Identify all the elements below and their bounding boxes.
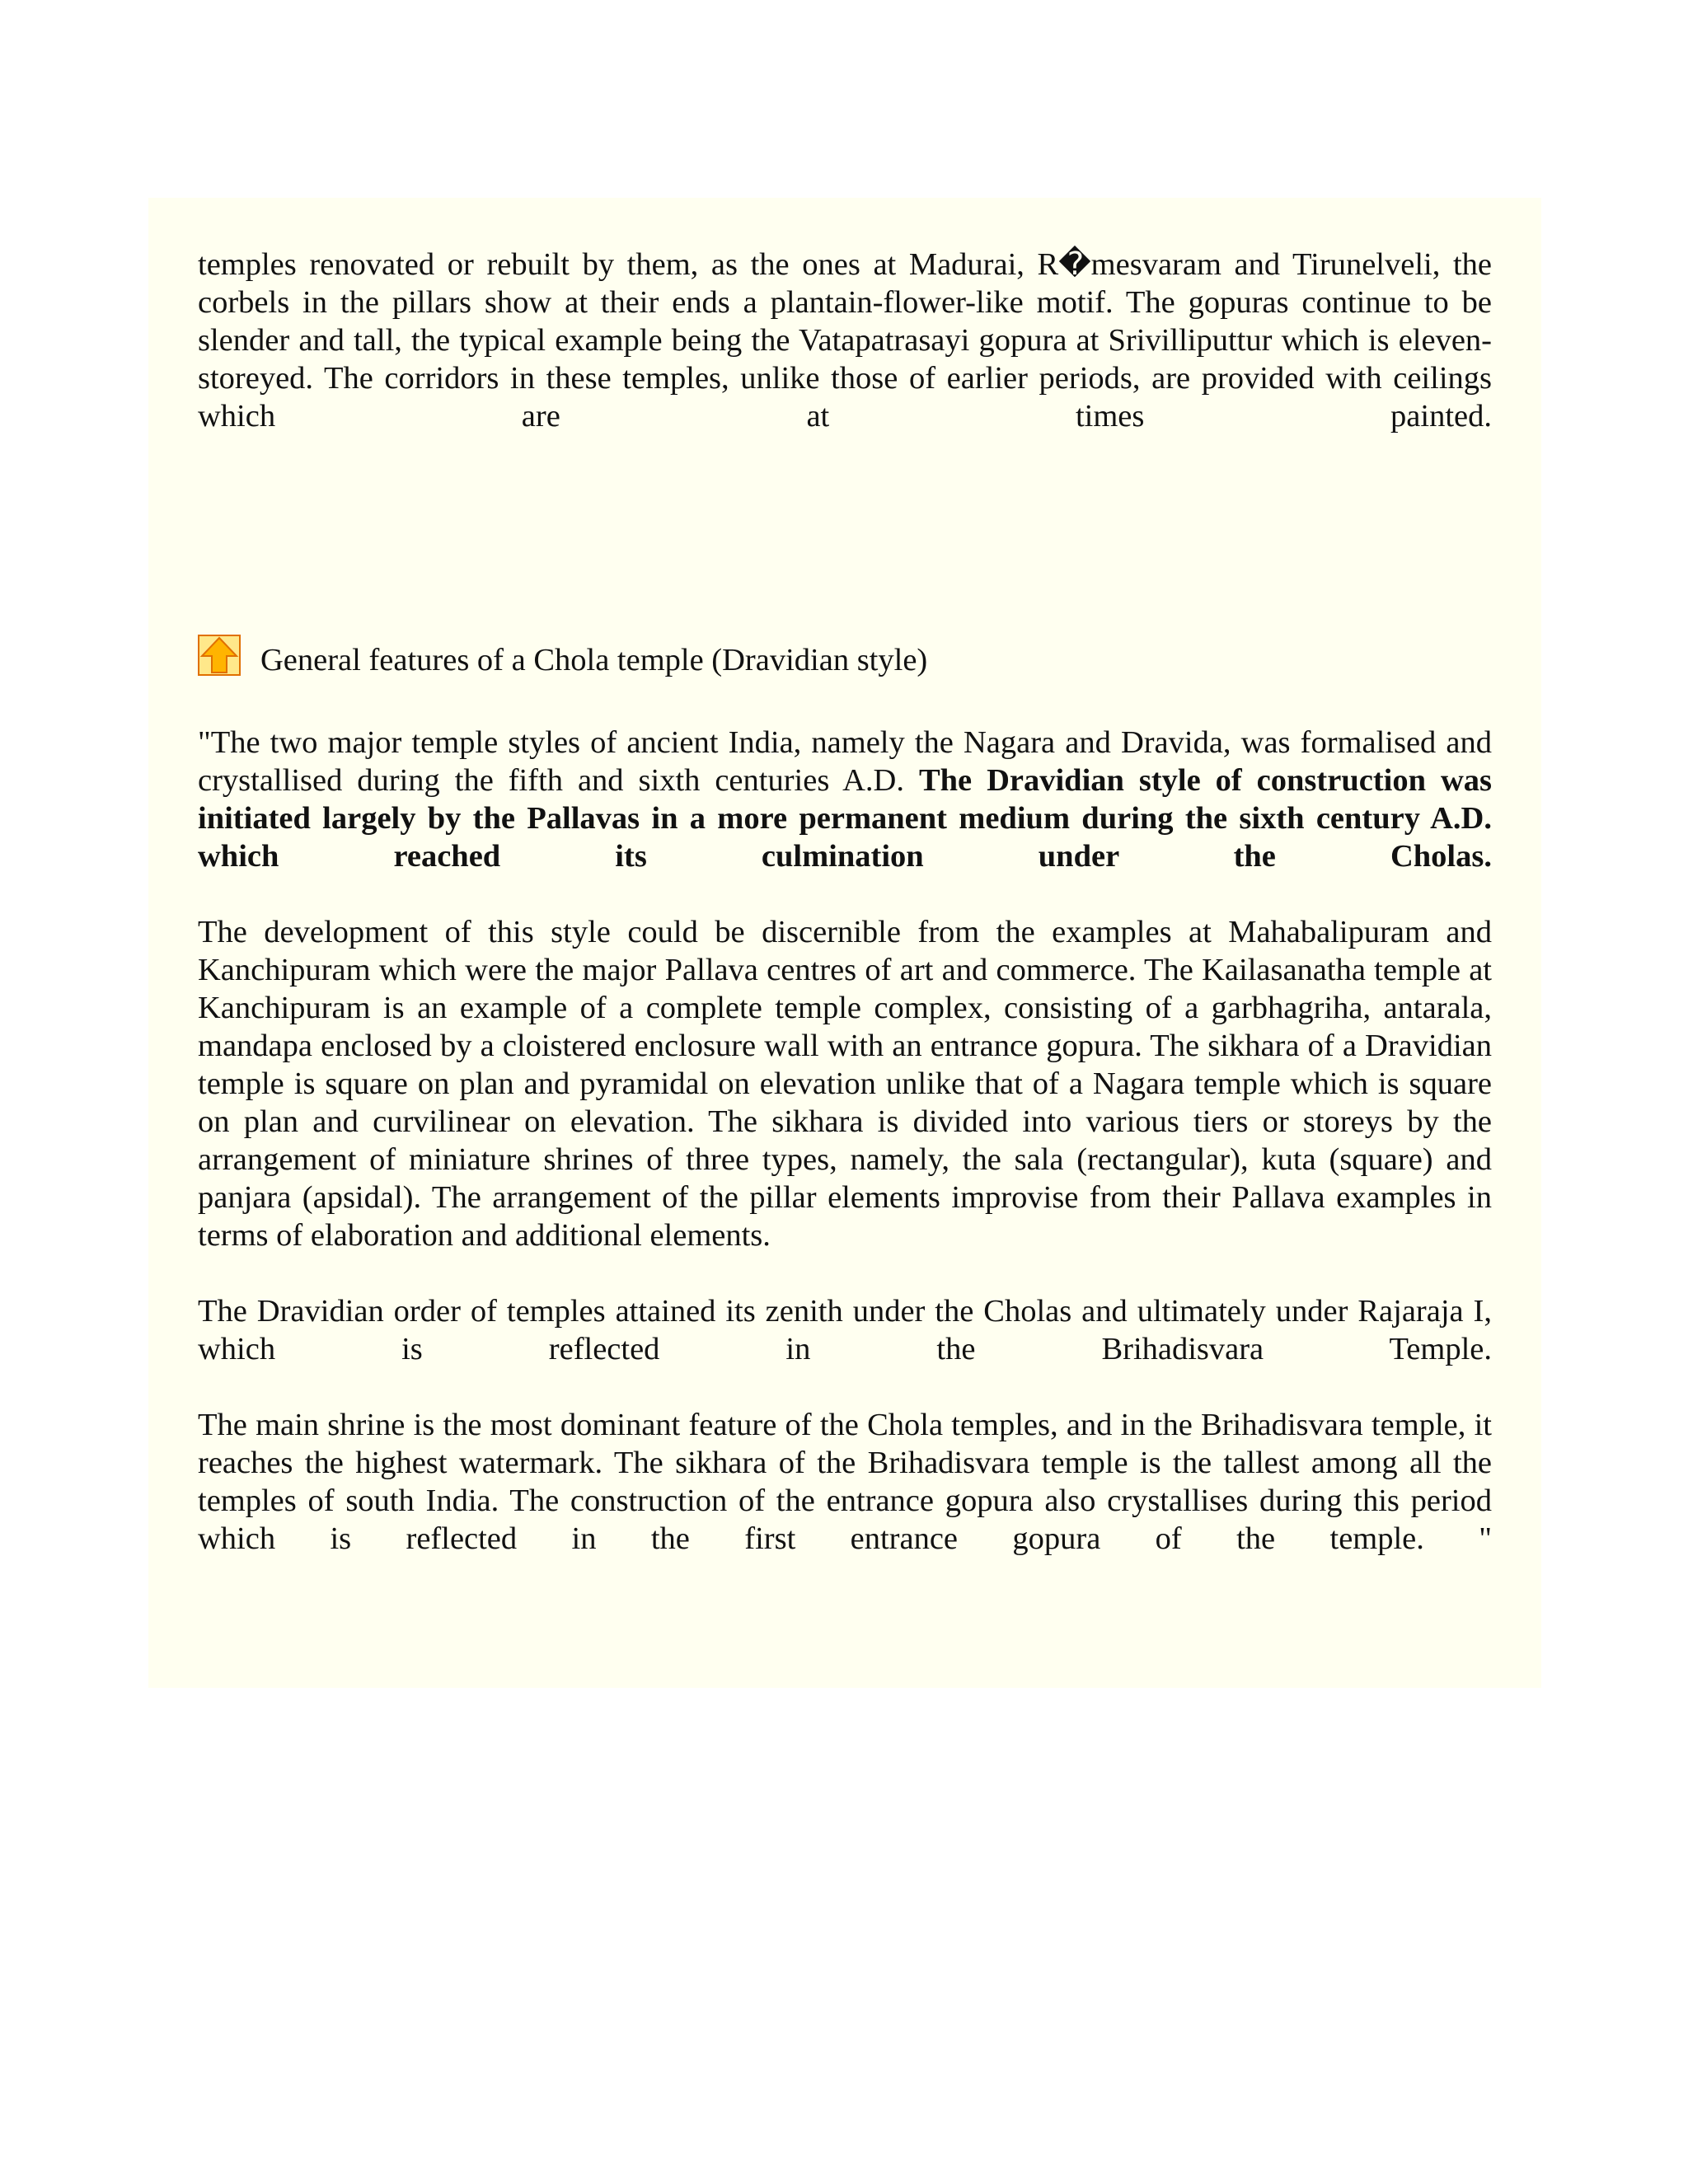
paragraph-1: [198, 724, 1492, 875]
paragraph-1-plain: "The two major temple styles of ancient India, namely the Nagara and Dravida, was formalised and crystallised during the fifth and sixth centuries A.D.: [198, 725, 1492, 798]
intro-block: [198, 246, 1492, 435]
article-body: [198, 724, 1492, 1558]
up-arrow-icon[interactable]: [198, 635, 241, 676]
intro-paragraph: temples renovated or rebuilt by them, as the ones at Madurai, R�mesvaram and Tirunelveli, the corbels in the pillars show at their ends a plantain-flower-like motif. The gopuras continue to be slender and tall, the typical example being the Vatapatrasayi gopura at Srivilliputtur which is eleven-storeyed. The corridors in these temples, unlike those of earlier periods, are provided with ceilings which are at times painted.: [198, 247, 1492, 434]
paragraph-2: The development of this style could be discernible from the examples at Mahabalipuram and Kanchipuram which were the major Pallava centres of art and commerce. The Kailasanatha temple at Kanchipuram is an example of a complete temple complex, consisting of a garbhagriha, antarala, mandapa enclosed by a cloistered enclosure wall with an entrance gopura. The sikhara of a Dravidian temple is square on plan and pyramidal on elevation unlike that of a Nagara temple which is square on plan and curvilinear on elevation. The sikhara is divided into various tiers or storeys by the arrangement of miniature shrines of three types, namely, the sala (rectangular), kuta (square) and panjara (apsidal). The arrangement of the pillar elements improvise from their Pallava examples in terms of elaboration and additional elements.: [198, 915, 1492, 1253]
paragraph-1-bold: The Dravidian style of construction was initiated largely by the Pallavas in a more permanent medium during the sixth century A.D. which reached its culmination under the Cholas.: [198, 763, 1492, 874]
paragraph-3: The Dravidian order of temples attained its zenith under the Cholas and ultimately under Rajaraja I, which is reflected in the Brihadisvara Temple.: [198, 1294, 1492, 1366]
paragraph-4: The main shrine is the most dominant feature of the Chola temples, and in the Brihadisvara temple, it reaches the highest watermark. The sikhara of the Brihadisvara temple is the tallest among all the temples of south India. The construction of the entrance gopura also crystallises during this period which is reflected in the first entrance gopura of the temple. ": [198, 1408, 1492, 1556]
section-heading-text: General features of a Chola temple (Dravidian style): [260, 643, 928, 677]
section-heading: [198, 640, 927, 681]
